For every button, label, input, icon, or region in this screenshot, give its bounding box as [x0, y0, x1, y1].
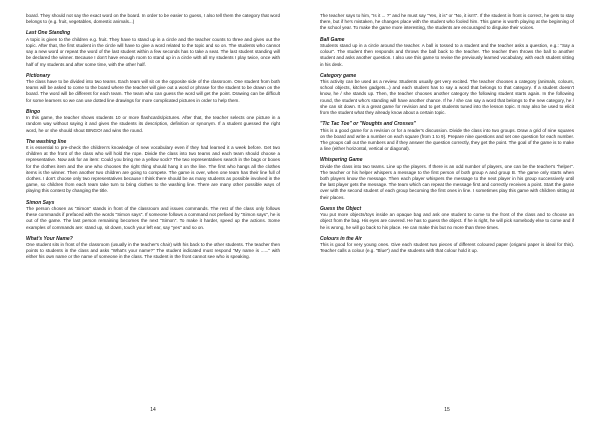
section-heading: Whispering Game [320, 157, 363, 164]
paragraph: One student sits in front of the classroom (usually in the teacher's chair) with his back to the other students. The teacher then points to students in the class and asks "What's your name?" The student indicated must respond "My name is ......" with either his own name or the name of someone in the class. The student in the front cannot see who is speaking. [26, 242, 280, 260]
page-number: 14 [150, 407, 156, 413]
left-page-content [26, 0, 280, 261]
section-heading: Category game [320, 72, 357, 79]
paragraph: Divide the class into two teams. Line up the players. If there is an odd number of players, one can be the teacher's "helper". The teacher or his helper whispers a message to the first person of both group A and group B. The game only starts when both players know the message. Then each player whispers the message to the next player in his group successively until the last player gets the message. The team which can repeat the message first and correctly receives a point. Start the game over with the second student of each group becoming the first ones in line. I sometimes play this game with children sitting at their places. [320, 163, 574, 200]
section-heading: Simon Says [26, 199, 55, 206]
paragraph: The teacher says to him, "Is it ... ?" and he must say "Yes, it is" or "No, it isn't". If the student in front is correct, he gets to stay there, but if he's mistaken, he changes place with the student who fooled him. This game is worth playing at the beginning of the school year. To make the game more interesting, the students are encouraged to disguise their voices. [320, 13, 574, 31]
paragraph: Students stand up in a circle around the teacher. A ball is tossed to a student and the teacher asks a question, e.g.: "Say a colour". The student then responds and throws the ball back to the teacher. The teacher then throws the ball to another student and asks another question. I also use this game to revise the previously learned vocabulary, with each student sitting in his desk. [320, 42, 574, 67]
section-heading: The washing line [26, 138, 67, 145]
left-page [26, 0, 280, 424]
paragraph: This is a good game for a revision or for a reader's discussion. Divide the class into two groups. Draw a grid of nine squares on the board and write a number on each square (from 1 to 9). Prepare nine questions and set one question for each number. The groups call out the numbers and if they answer the question correctly, they get the point. The goal of the game is to make a line (either horizontal, vertical or diagonal). [320, 127, 574, 152]
section-heading: Last One Standing [26, 30, 71, 37]
paragraph: In this game, the teacher shows students 10 or more flashcards/pictures. After that, the teacher selects one picture in a random way without saying it and gives the students its description, definition or synonym. If a student guessed the right word, he or she should shout BINGO! and wins the round. [26, 115, 280, 133]
right-page [320, 0, 574, 424]
paragraph: This is good for very young ones. Give each student two pieces of different coloured paper (origami paper is ideal for this). Teacher calls a colour (e.g. "Blue") and the students with that colour hold it up. [320, 242, 574, 254]
section-heading: Colours in the Air [320, 235, 362, 242]
paragraph: board. They should not say the exact word on the board. In order to be easier to guess, I also tell them the category that word belongs to (e.g. fruit, vegetables, domestic animals...) [26, 13, 280, 25]
paragraph: The class have to be divided into two teams. Each team will sit on the opposite side of the classroom. One student from both teams will be asked to come to the board where the teacher will give out a word or phrase for the student to be drawn on the board. The word will be different for each team. The team who can guess the word will get the point. Drawing can be difficult for some learners so we can use dotted line drawings for more complicated pictures in order to help them. [26, 79, 280, 103]
section-heading: "Tic Tac Toe" or "Noughts and Crosses" [320, 121, 416, 128]
page-number: 15 [444, 407, 450, 413]
paragraph: This activity can be used as a review. Students usually get very excited. The teacher chooses a category (animals, colours, school objects, kitchen gadgets...) and each student has to say a word that belongs to that category. If a student doesn't know, he / she stands up. Then, the teacher chooses another category the following student starts again. In the following round, the student who's standing will have another chance. If he / she can say a word that belongs to the new category, he / she can sit down. It is a great game for revision and to get students tuned into the lesson topic. It may also be used to elicit from the student what they already know about a certain topic. [320, 79, 574, 116]
section-heading: Pictionary [26, 72, 51, 79]
paragraph: It is essential to pre-check the children's knowledge of new vocabulary even if they had learned it a week before. Get two children at the front of the class who will hold the rope. Divide the class into two teams and each team should choose a representative. Now ask for an item: Could you bring me a yellow sock? The two representatives search in the bags or boxes for the clothes item and the one who chooses the right thing should hang it on the line. The first who hangs all the clothes items is the winner. Then another two children are going to compete. The game is over, when one team has their line full of clothes. I don't choose only two representatives because I think there should be as many students as possible involved in the game, so children from each team take turn to bring clothes to the washing line. There are many other possible ways of playing this contest by changing the title. [26, 145, 280, 194]
section-heading: Bingo [26, 108, 41, 115]
section-heading: What's Your Name? [26, 235, 73, 242]
section-heading: Ball Game [320, 36, 345, 43]
right-page-content [320, 0, 574, 254]
section-heading: Guess the Object [320, 205, 362, 212]
paragraph: A topic is given to the children e.g. fruit. They have to stand up in a circle and the teacher counts to three and gives out the topic. After that, the first student in the circle will have to give a word related to the topic and so on. The students who cannot say a new word or repeat the word of the last student within a few seconds has to take a seat. The last student standing will be declared the winner. Because I don't have enough room to stand up in a circle with all my students I play twice, once with half of my students and after some time, with the other half. [26, 36, 280, 67]
paragraph: The person chosen as "Simon" stands in front of the classroom and issues commands. The rest of the class only follows these commands if prefaced with the words "Simon says". If someone follows a command not prefixed by "Simon says", he is out of the game. The last person remaining becomes the next "Simon". To make it harder, speed up the actions. Some examples of commands are: stand up, sit down, touch your left ear, say "yes" and so on. [26, 205, 280, 230]
paragraph: You put more objects/toys inside an opaque bag and ask one student to come to the front of the class and to choose an object from the bag. His eyes are covered. He has to guess the object. If he is right, he will pick somebody else to come and if he is wrong, he will go back to his place. He can make this but no more than three times. [320, 212, 575, 230]
